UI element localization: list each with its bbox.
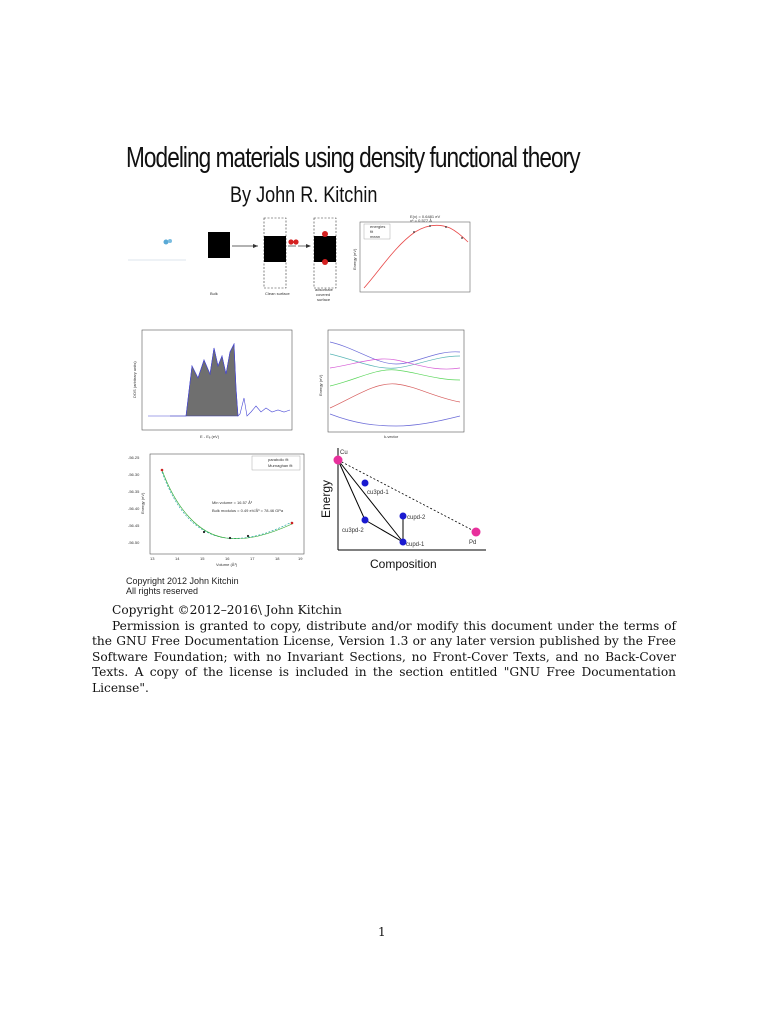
atom-blue-2 bbox=[168, 239, 172, 243]
cover-title: Modeling materials using density functional theory bbox=[126, 142, 580, 174]
eos-xtick-3: 15 bbox=[200, 556, 205, 561]
eos-ytick-6: -56.50 bbox=[128, 540, 140, 545]
pd-label: Pd bbox=[469, 540, 477, 546]
eos-annotation-1: Min volume = 16.57 Å³ bbox=[212, 500, 253, 505]
adsorbate-schematic-figure bbox=[288, 218, 348, 308]
dos-ylabel: DOS (arbitrary units) bbox=[132, 361, 137, 398]
band-structure-figure bbox=[316, 326, 468, 444]
adsorbate-bottom bbox=[322, 259, 328, 265]
fit-legend-3: mean bbox=[370, 234, 381, 239]
adsorbate-atom-1 bbox=[288, 239, 293, 244]
cupd2-label: cupd-2 bbox=[407, 515, 426, 521]
eos-ytick-1: -56.25 bbox=[128, 455, 140, 460]
energy-fit-figure bbox=[350, 214, 474, 302]
eos-xtick-4: 16 bbox=[225, 556, 230, 561]
eos-ytick-5: -56.45 bbox=[128, 523, 140, 528]
cu3pd2-point bbox=[362, 517, 369, 524]
eos-xtick-1: 13 bbox=[150, 556, 155, 561]
cover-image bbox=[118, 136, 580, 601]
copyright-line: Copyright ©2012–2016\ John Kitchin bbox=[112, 603, 342, 617]
eos-legend-2: Murnaghan fit bbox=[268, 463, 293, 468]
eos-xtick-6: 18 bbox=[275, 556, 280, 561]
surface-schematic-figure bbox=[126, 218, 298, 308]
cupd1-label: cupd-1 bbox=[406, 542, 425, 548]
clean-surface-label: Clean surface bbox=[265, 291, 290, 296]
cu-label: Cu bbox=[340, 450, 348, 456]
dos-xlabel: E - Eₑ (eV) bbox=[200, 434, 220, 439]
eos-xlabel: Volume (Å³) bbox=[216, 562, 238, 567]
eos-legend-1: parabolic fit bbox=[268, 457, 289, 462]
atom-blue-1 bbox=[164, 240, 169, 245]
covered-surface-block bbox=[314, 236, 336, 262]
eos-ytick-2: -56.30 bbox=[128, 472, 140, 477]
pd-point bbox=[472, 528, 481, 537]
fit-legend-2: fit bbox=[370, 229, 374, 234]
band-ylabel: Energy (eV) bbox=[318, 374, 323, 396]
fit-legend-1: energies bbox=[370, 224, 386, 229]
cupd2-point bbox=[400, 513, 407, 520]
bulk-block bbox=[208, 232, 230, 258]
eos-ytick-3: -56.35 bbox=[128, 489, 140, 494]
cu3pd2-label: cu3pd-2 bbox=[342, 528, 364, 534]
cover-copyright bbox=[126, 576, 239, 596]
page-number: 1 bbox=[378, 925, 386, 939]
cover-copyright-line2: All rights reserved bbox=[126, 586, 199, 596]
cover-copyright-line1: Copyright 2012 John Kitchin bbox=[126, 576, 239, 586]
cu-point bbox=[334, 456, 343, 465]
band-xlabel: k-vector bbox=[384, 434, 399, 439]
hull-xlabel: Composition bbox=[370, 557, 437, 571]
eos-annotation-2: Bulk modulus = 0.49 eV/Å³ = 78.46 GPa bbox=[212, 508, 284, 513]
clean-surface-block bbox=[264, 236, 286, 262]
fit-annotation-1: E(x) = 0.6481 eV bbox=[410, 214, 441, 219]
cover-author: By John R. Kitchin bbox=[230, 182, 378, 207]
copyright-notice bbox=[92, 603, 676, 696]
adsorbate-label-2: covered bbox=[316, 292, 331, 297]
fit-ylabel: Energy (eV) bbox=[352, 248, 357, 270]
eos-xtick-7: 19 bbox=[298, 556, 303, 561]
adsorbate-atom-2 bbox=[293, 239, 298, 244]
adsorbate-label-1: adsorbate bbox=[315, 287, 333, 292]
hull-ylabel: Energy bbox=[319, 479, 333, 518]
eos-xtick-2: 14 bbox=[175, 556, 180, 561]
eos-ylabel: Energy (eV) bbox=[140, 492, 145, 514]
dos-figure bbox=[126, 326, 296, 444]
eos-ytick-4: -56.40 bbox=[128, 506, 140, 511]
cu3pd1-point bbox=[362, 480, 369, 487]
eos-xtick-5: 17 bbox=[250, 556, 255, 561]
convex-hull-figure bbox=[314, 442, 490, 572]
fit-annotation-2: x* = 0.577 Å bbox=[410, 218, 432, 223]
cu3pd1-label: cu3pd-1 bbox=[367, 490, 389, 496]
eos-figure bbox=[126, 450, 308, 566]
adsorbate-top bbox=[322, 231, 328, 237]
bulk-label: Bulk bbox=[210, 291, 218, 296]
adsorbate-label-3: surface bbox=[317, 297, 331, 302]
permission-paragraph: Permission is granted to copy, distribute and/or modify this document under the terms of the GNU Free Documentation License, Version 1.3 or any later version published by the Free Software Foundation; with no Invariant Sections, no Front-Cover Texts, and no Back-Cover Texts. A copy of the license is included in the section entitled "GNU Free Documentation License". bbox=[92, 618, 676, 695]
